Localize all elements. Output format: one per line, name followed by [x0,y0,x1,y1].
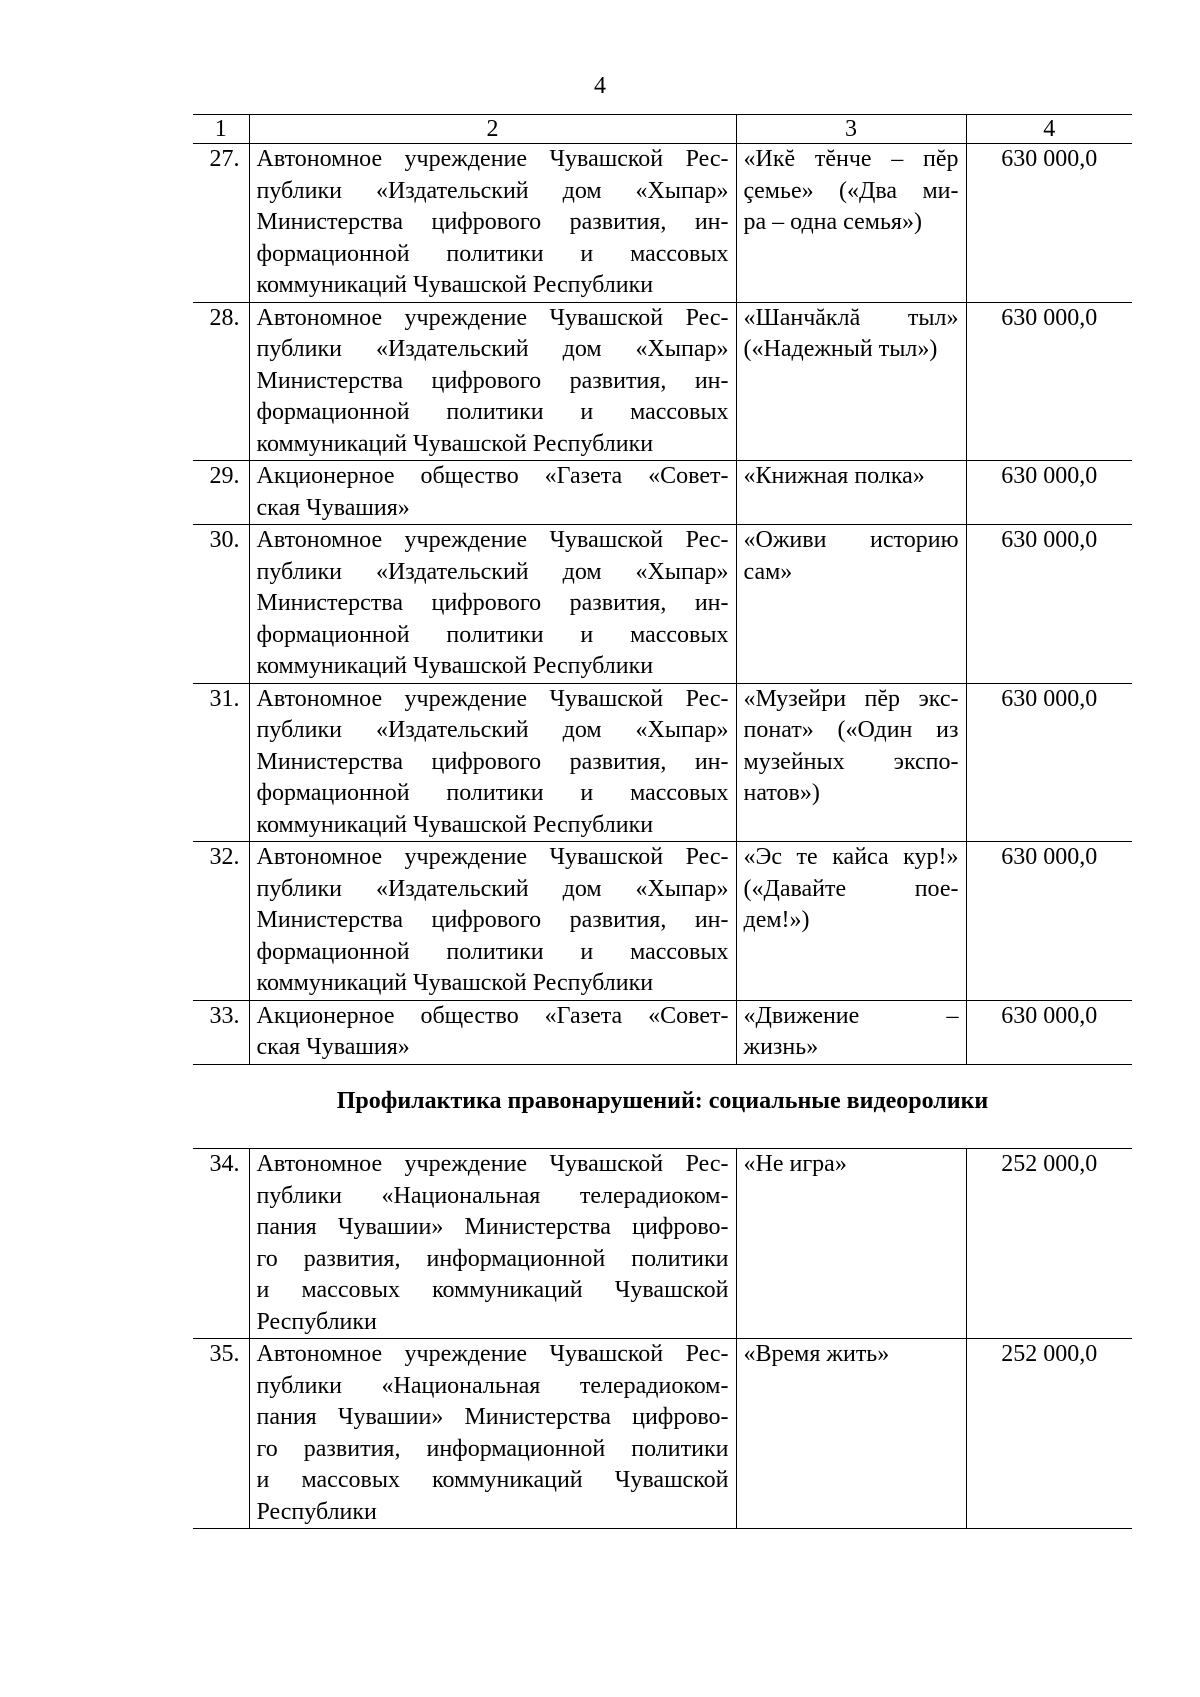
cell-line: формационной политики и массовых [256,780,729,806]
organization-cell [249,525,736,684]
cell-line: «Оживи историю [743,527,959,553]
cell-line: коммуникаций Чувашской Республики [256,430,654,457]
organization-cell [249,144,736,303]
table-row [193,144,1132,303]
project-title-cell [736,1000,966,1064]
amount-cell: 252 000,0 [966,1149,1132,1339]
column-header: 1 [193,115,249,144]
column-header: 2 [249,115,736,144]
cell-line: коммуникаций Чувашской Республики [256,970,654,996]
amount-cell: 630 000,0 [966,461,1132,525]
amount-cell: 630 000,0 [966,302,1132,461]
table-row [193,461,1132,525]
table-row [193,302,1132,461]
cell-line: Министерства цифрового развития, ин- [256,907,729,933]
cell-line: Автономное учреждение Чувашской Рес- [256,1341,729,1367]
row-number: 31. [193,683,249,842]
cell-line: «Книжная полка» [743,463,925,489]
cell-line: коммуникаций Чувашской Республики [256,653,654,679]
cell-line: сам» [743,558,793,585]
row-number: 27. [193,144,249,303]
row-number: 34. [193,1149,249,1339]
project-title-cell [736,1339,966,1529]
cell-line: публики «Издательский дом «Хыпар» [256,336,729,362]
cell-line: Министерства цифрового развития, ин- [256,209,729,235]
project-title-cell [736,525,966,684]
cell-line: понат» («Один из [743,717,959,743]
cell-line: жизнь» [743,1034,819,1060]
cell-line: ская Чувашия» [256,494,410,521]
cell-line: коммуникаций Чувашской Республики [256,811,654,838]
organization-cell [249,1149,736,1339]
row-number: 32. [193,842,249,1001]
cell-line: коммуникаций Чувашской Республики [256,272,654,298]
column-header: 4 [966,115,1132,144]
cell-line: формационной политики и массовых [256,621,729,648]
organization-cell [249,302,736,461]
cell-line: Министерства цифрового развития, ин- [256,367,729,394]
row-number: 29. [193,461,249,525]
cell-line: («Давайте пое- [743,875,959,902]
cell-line: и массовых коммуникаций Чувашской [256,1277,729,1303]
table-header-row [193,115,1132,144]
cell-line: («Надежный тыл») [743,336,938,362]
cell-line: Автономное учреждение Чувашской Рес- [256,527,729,553]
project-title-cell [736,842,966,1001]
organization-cell [249,461,736,525]
organization-cell [249,1000,736,1064]
amount-cell: 630 000,0 [966,842,1132,1001]
row-number: 28. [193,302,249,461]
cell-line: публики «Издательский дом «Хыпар» [256,717,729,743]
cell-line: Министерства цифрового развития, ин- [256,748,729,775]
cell-line: «Движение – [743,1002,959,1029]
cell-line: «Время жить» [743,1341,890,1367]
project-title-cell [736,302,966,461]
cell-line: Автономное учреждение Чувашской Рес- [256,146,729,172]
project-title-cell [736,1149,966,1339]
page-number: 4 [594,73,606,99]
table-row [193,683,1132,842]
table-row [193,1339,1132,1529]
cell-line: пания Чувашии» Министерства цифрово- [256,1404,729,1430]
amount-cell: 630 000,0 [966,144,1132,303]
cell-line: публики «Национальная телерадиоком- [256,1372,729,1399]
project-title-cell [736,683,966,842]
table-row [193,842,1132,1001]
cell-line: публики «Издательский дом «Хыпар» [256,875,729,902]
organization-cell [249,842,736,1001]
cell-line: го развития, информационной политики [256,1435,729,1462]
cell-line: публики «Издательский дом «Хыпар» [256,558,729,585]
cell-line: Автономное учреждение Чувашской Рес- [256,1151,729,1177]
cell-line: Автономное учреждение Чувашской Рес- [256,685,729,712]
table-row [193,525,1132,684]
cell-line: çемье» («Два ми- [743,177,959,204]
row-number: 33. [193,1000,249,1064]
cell-line: ская Чувашия» [256,1034,410,1060]
amount-cell: 630 000,0 [966,1000,1132,1064]
cell-line: формационной политики и массовых [256,399,729,425]
cell-line: «Эс те кайса кур!» [743,844,959,870]
cell-line: Акционерное общество «Газета «Совет- [256,463,729,489]
cell-line: Республики [256,1308,377,1335]
cell-line: Министерства цифрового развития, ин- [256,590,729,616]
funding-table-continued [193,1148,1132,1529]
table-row [193,1149,1132,1339]
cell-line: «Икĕ тĕнче – пĕр [743,146,959,172]
funding-table [193,114,1132,1065]
row-number: 30. [193,525,249,684]
cell-line: натов») [743,780,820,806]
cell-line: Республики [256,1498,377,1525]
column-header: 3 [736,115,966,144]
cell-line: го развития, информационной политики [256,1245,729,1272]
cell-line: музейных экспо- [743,748,959,775]
amount-cell: 252 000,0 [966,1339,1132,1529]
cell-line: публики «Национальная телерадиоком- [256,1182,729,1209]
cell-line: «Музейри пĕр экс- [743,685,959,712]
cell-line: Автономное учреждение Чувашской Рес- [256,304,729,331]
project-title-cell [736,144,966,303]
cell-line: дем!») [743,907,810,933]
row-number: 35. [193,1339,249,1529]
organization-cell [249,683,736,842]
organization-cell [249,1339,736,1529]
cell-line: пания Чувашии» Министерства цифрово- [256,1214,729,1240]
table-row [193,1000,1132,1064]
amount-cell: 630 000,0 [966,683,1132,842]
cell-line: формационной политики и массовых [256,240,729,267]
cell-line: формационной политики и массовых [256,938,729,965]
cell-line: ра – одна семья») [743,209,922,235]
project-title-cell [736,461,966,525]
cell-line: публики «Издательский дом «Хыпар» [256,177,729,204]
cell-line: и массовых коммуникаций Чувашской [256,1467,729,1493]
cell-line: Автономное учреждение Чувашской Рес- [256,844,729,870]
cell-line: «Не игра» [743,1151,847,1177]
section-heading: Профилактика правонарушений: социальные видеоролики [336,1088,989,1114]
cell-line: Акционерное общество «Газета «Совет- [256,1002,729,1029]
cell-line: «Шанчăклă тыл» [743,304,959,331]
amount-cell: 630 000,0 [966,525,1132,684]
